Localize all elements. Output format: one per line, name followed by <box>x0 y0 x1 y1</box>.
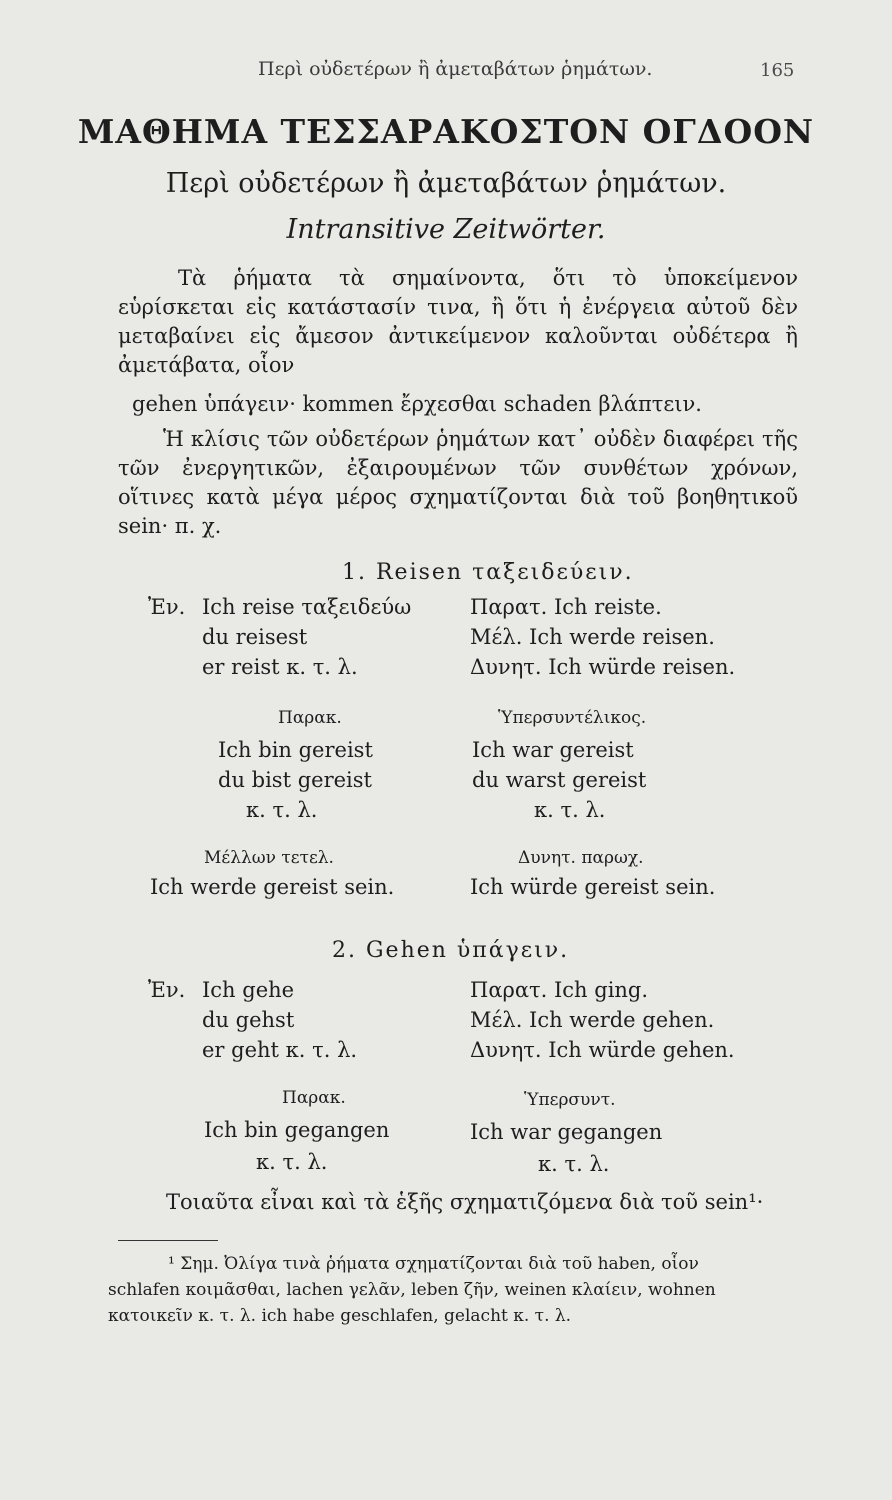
footnote-line-2: schlafen κοιμᾶσθαι, lachen γελᾶν, leben ζῆν, weinen κλαίειν, wohnen <box>108 1280 716 1300</box>
s2-perf-label: Παρακ. <box>282 1088 346 1108</box>
s1-pluperf-line-2: du warst gereist <box>472 768 647 792</box>
s2-en-label: Ἐν. <box>148 978 186 1002</box>
s2-perf-line-1: Ich bin gegangen <box>204 1118 390 1142</box>
s1-condperf-label: Δυνητ. παρωχ. <box>518 848 644 868</box>
lesson-title: ΜΑΘΗΜΑ ΤΕΣΣΑΡΑΚΟΣΤΟΝ ΟΓΔΟΟΝ <box>77 112 815 151</box>
lesson-subtitle: Περὶ οὐδετέρων ἢ ἀμεταβάτων ῥημάτων. <box>165 168 727 199</box>
s2-right-line-3: Δυνητ. Ich würde gehen. <box>470 1038 735 1062</box>
s2-en-line-1: Ich gehe <box>202 978 295 1002</box>
s1-en-label: Ἐν. <box>148 595 186 619</box>
s1-right-line-1: Παρατ. Ich reiste. <box>470 595 662 619</box>
conjugation-paragraph: Ἡ κλίσις τῶν οὐδετέρων ῥημάτων κατ᾿ οὐδὲν διαφέρει τῆς τῶν ἐνεργητικῶν, ἐξαιρουμένων τῶν συνθέτων χρόνων, οἵτινες κατὰ μέγα μέρος σχηματίζονται διὰ τοῦ βοηθητικοῦ sein· π. χ. <box>118 427 798 538</box>
s1-condperf-line: Ich würde gereist sein. <box>470 875 716 899</box>
german-title: Intransitive Zeitwörter. <box>286 214 606 245</box>
s2-perf-line-2: κ. τ. λ. <box>256 1150 328 1174</box>
s1-perf-line-2: du bist gereist <box>218 768 372 792</box>
s1-en-line-2: du reisest <box>202 625 308 649</box>
s2-en-line-2: du gehst <box>202 1008 295 1032</box>
s1-pluperf-line-1: Ich war gereist <box>472 738 634 762</box>
verb-examples: gehen ὑπάγειν· kommen ἔρχεσθαι schaden βλάπτειν. <box>132 392 702 416</box>
s1-perf-line-3: κ. τ. λ. <box>246 798 318 822</box>
s1-futperf-line: Ich werde gereist sein. <box>150 875 395 899</box>
footnote-line-1: ¹ Σημ. Ὀλίγα τινὰ ῥήματα σχηματίζονται διὰ τοῦ haben, οἷον <box>168 1254 699 1274</box>
section-2-heading: 2. Gehen ὑπάγειν. <box>332 938 570 963</box>
s1-pluperf-label: Ὑπερσυντέλικος. <box>498 708 647 728</box>
s1-perf-line-1: Ich bin gereist <box>218 738 373 762</box>
s1-right-line-3: Δυνητ. Ich würde reisen. <box>470 655 736 679</box>
footnote-line-3: κατοικεῖν κ. τ. λ. ich habe geschlafen, gelacht κ. τ. λ. <box>108 1306 572 1326</box>
s1-futperf-label: Μέλλων τετελ. <box>204 848 334 868</box>
s2-pluperf-label: Ὑπερσυντ. <box>524 1090 616 1110</box>
s2-pluperf-line-1: Ich war gegangen <box>470 1120 663 1144</box>
s1-right-line-2: Μέλ. Ich werde reisen. <box>470 625 715 649</box>
page-number: 165 <box>760 60 795 81</box>
s1-en-line-1: Ich reise ταξειδεύω <box>202 595 412 619</box>
intro-paragraph: Τὰ ῥήματα τὰ σημαίνοντα, ὅτι τὸ ὑποκείμενον εὑρίσκεται εἰς κατάστασίν τινα, ἢ ὅτι ἡ ἐνέργεια αὐτοῦ δὲν μεταβαίνει εἰς ἄμεσον ἀντικείμενον καλοῦνται οὐδέτερα ἢ ἀμετάβατα, οἷον <box>118 266 798 377</box>
section-1-heading: 1. Reisen ταξειδεύειν. <box>342 560 634 585</box>
s2-pluperf-line-2: κ. τ. λ. <box>538 1152 610 1176</box>
running-head: Περὶ οὐδετέρων ἢ ἀμεταβάτων ῥημάτων. <box>258 58 653 80</box>
s2-en-line-3: er geht κ. τ. λ. <box>202 1038 358 1062</box>
s1-pluperf-line-3: κ. τ. λ. <box>534 798 606 822</box>
s2-right-line-1: Παρατ. Ich ging. <box>470 978 649 1002</box>
s1-perf-label: Παρακ. <box>278 708 342 728</box>
s2-right-line-2: Μέλ. Ich werde gehen. <box>470 1008 715 1032</box>
s1-en-line-3: er reist κ. τ. λ. <box>202 655 358 679</box>
closing-line: Τοιαῦτα εἶναι καὶ τὰ ἑξῆς σχηματιζόμενα διὰ τοῦ sein¹· <box>166 1190 764 1214</box>
footnote-rule <box>118 1240 218 1241</box>
